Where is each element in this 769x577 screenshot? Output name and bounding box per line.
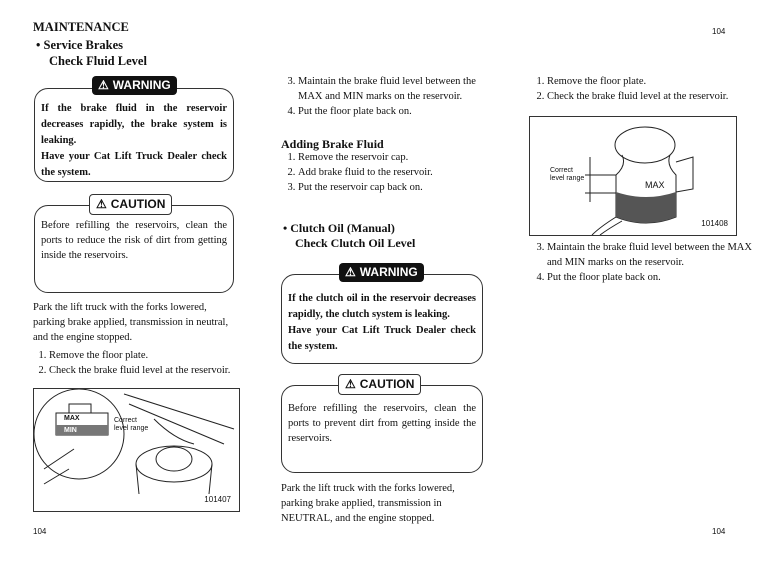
warning-line: Have your Cat Lift Truck Dealer check the system. [288,325,476,352]
clutch-title: • Clutch Oil (Manual) [283,221,395,235]
section-title: MAINTENANCE [33,20,129,34]
step: 2. Add brake fluid to the reservoir. [298,165,498,180]
caution-text: Before refilling the reservoirs, clean the ports to reduce the risk of dirt from getting inside the reservoirs. [41,220,227,261]
correct-level-label: Correct level range [114,417,149,432]
step: 3. Maintain the brake fluid level between the MAX and MIN marks on the reservoir. [298,74,498,104]
warning-triangle-icon: ⚠ [98,78,109,92]
warning-line: If the brake fluid in the reservoir decreases rapidly, the brake system is leaking. [41,103,227,146]
clutch-caution-box [281,385,483,473]
figure-number: 101407 [204,495,231,504]
step: 2. Check the brake fluid level at the reservoir. [547,89,757,104]
warning-triangle-icon: ⚠ [345,265,356,279]
page-number-bottom-left: 104 [33,527,47,536]
correct-level-label: Correct level range [550,167,585,182]
warning-label [92,76,177,95]
park-instructions: Park the lift truck with the forks lowered, parking brake applied, transmission in neutral, and the engine stopped. [33,302,229,343]
caution-triangle-icon: ⚠ [345,377,356,391]
caution-box [34,205,234,293]
max-mark: MAX [645,180,665,190]
right-steps-a [531,74,757,104]
warning-text [288,291,476,355]
step: 1. Remove the floor plate. [49,348,259,363]
step: 4. Put the floor plate back on. [547,270,757,285]
right-steps-b [531,240,757,285]
clutch-subtitle: Check Clutch Oil Level [295,236,416,250]
figure-101408 [529,116,737,236]
warning-line: If the clutch oil in the reservoir decreases rapidly, the clutch system is leaking. [288,293,476,320]
adding-brake-fluid-title: Adding Brake Fluid [281,137,384,151]
caution-label [338,374,421,395]
step: 1. Remove the floor plate. [547,74,757,89]
page-number-bottom-right: 104 [712,527,726,536]
clutch-title-text: Clutch Oil (Manual) [290,221,395,235]
middle-steps [282,74,498,119]
subsection-title: • Service Brakes [36,38,124,52]
step: 4. Put the floor plate back on. [298,104,498,119]
caution-triangle-icon: ⚠ [96,197,107,211]
figure-number: 101408 [701,219,728,228]
warning-box [34,88,234,182]
caution-label-text: CAUTION [359,377,415,391]
warning-label-text: WARNING [359,265,418,279]
step: 3. Maintain the brake fluid level between the MAX and MIN marks on the reservoir. [547,240,757,270]
warning-label [339,263,424,282]
warning-label-text: WARNING [112,78,171,92]
warning-text [41,101,227,181]
max-mark: MAX [64,415,80,422]
caution-label [89,194,172,215]
warning-line: Have your Cat Lift Truck Dealer check the system. [41,151,227,178]
caution-text: Before refilling the reservoirs, clean the ports to prevent dirt from getting inside the reservoirs. [288,403,476,444]
step: 1. Remove the reservoir cap. [298,150,498,165]
min-mark: MIN [64,427,77,434]
park-instructions: Park the lift truck with the forks lowered, parking brake applied, transmission in NEUTRAL, and the engine stopped. [281,483,455,524]
subsection-title-text: Service Brakes [43,38,124,52]
caution-label-text: CAUTION [110,197,166,211]
figure-101407 [33,388,240,512]
step: 2. Check the brake fluid level at the reservoir. [49,363,259,378]
clutch-warning-box [281,274,483,364]
left-steps [33,348,259,378]
step: 3. Put the reservoir cap back on. [298,180,498,195]
page-number-top: 104 [712,27,726,36]
adding-steps [282,150,498,195]
subsection-subtitle: Check Fluid Level [49,54,147,68]
